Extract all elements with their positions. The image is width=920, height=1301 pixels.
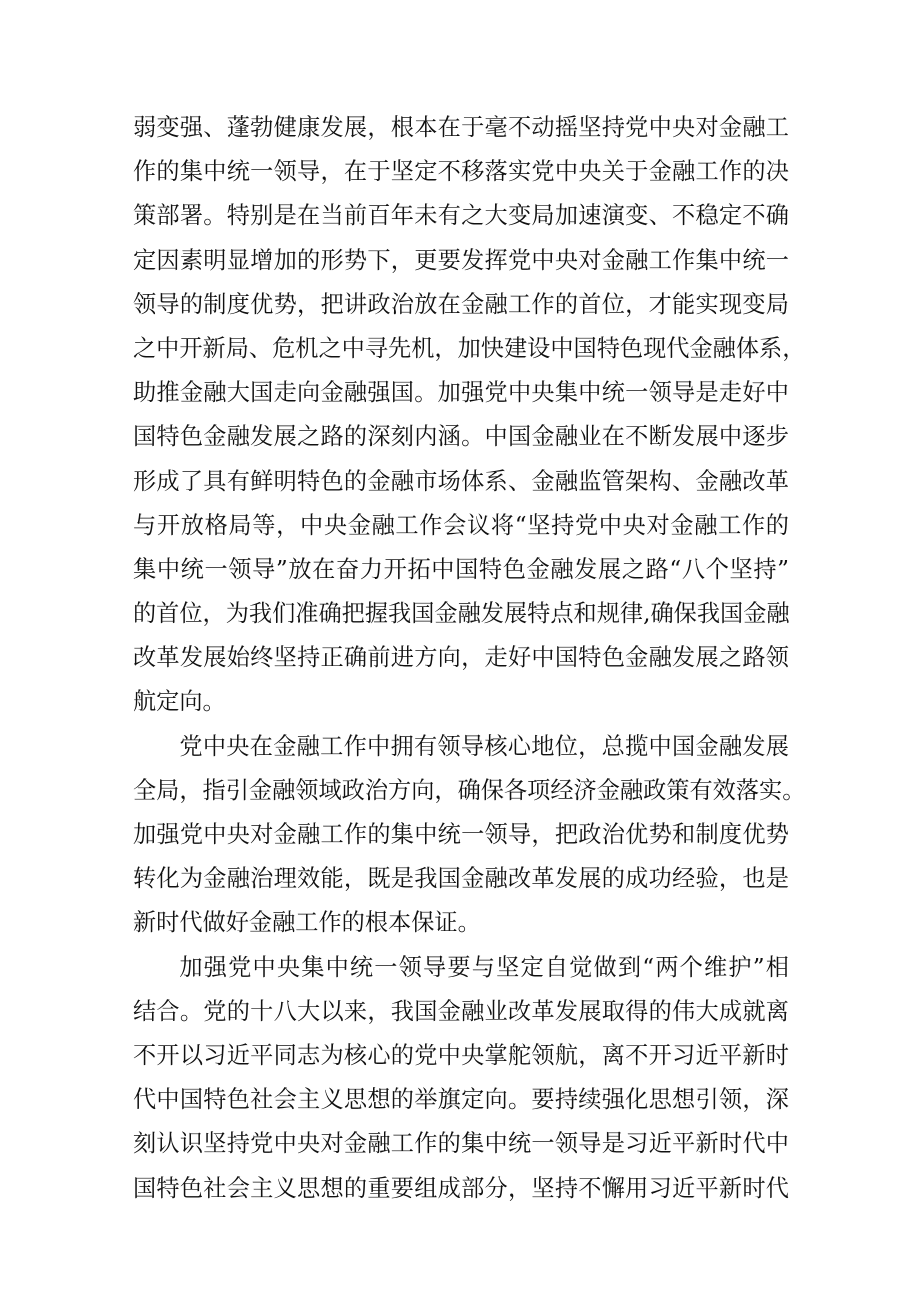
text-line: 弱变强、蓬勃健康发展，根本在于毫不动摇坚持党中央对金融工 [133,114,789,141]
text-line: 新时代做好金融工作的根本保证。 [133,909,481,937]
document-body [133,106,806,1211]
text-line: 国特色社会主义思想的重要组成部分，坚持不懈用习近平新时代 [133,1174,789,1202]
text-line: 的首位，为我们准确把握我国金融发展特点和规律,确保我国金融 [133,600,790,628]
text-line: 形成了具有鲜明特色的金融市场体系、金融监管架构、金融改革 [133,467,789,495]
text-line: 党中央在金融工作中拥有领导核心地位，总揽中国金融发展 [179,732,789,760]
text-line: 之中开新局、危机之中寻先机，加快建设中国特色现代金融体系， [133,334,806,362]
text-line: 航定向。 [133,688,226,716]
text-line: 与开放格局等，中央金融工作会议将“坚持党中央对金融工作的 [133,511,789,539]
text-line: 加强党中央对金融工作的集中统一领导，把政治优势和制度优势 [133,821,789,848]
text-line: 领导的制度优势，把讲政治放在金融工作的首位，才能实现变局 [133,290,789,318]
text-line: 转化为金融治理效能，既是我国金融改革发展的成功经验，也是 [133,865,789,893]
text-line: 结合。党的十八大以来，我国金融业改革发展取得的伟大成就离 [133,997,789,1025]
text-line: 助推金融大国走向金融强国。加强党中央集中统一领导是走好中 [133,379,789,407]
text-line: 定因素明显增加的形势下，更要发挥党中央对金融工作集中统一 [133,246,789,274]
text-line: 改革发展始终坚持正确前进方向，走好中国特色金融发展之路领 [133,644,789,672]
text-line: 不开以习近平同志为核心的党中央掌舵领航，离不开习近平新时 [133,1041,789,1069]
paragraph [133,106,806,725]
text-line: 刻认识坚持党中央对金融工作的集中统一领导是习近平新时代中 [133,1130,789,1158]
text-line: 全局，指引金融领域政治方向，确保各项经济金融政策有效落实。 [133,776,806,804]
paragraph [133,725,806,946]
text-line: 国特色金融发展之路的深刻内涵。中国金融业在不断发展中逐步 [133,423,789,451]
text-line: 集中统一领导”放在奋力开拓中国特色金融发展之路“八个坚持” [133,555,789,583]
text-line: 代中国特色社会主义思想的举旗定向。要持续强化思想引领，深 [133,1086,789,1114]
text-line: 策部署。特别是在当前百年未有之大变局加速演变、不稳定不确 [133,202,789,230]
text-line: 加强党中央集中统一领导要与坚定自觉做到“两个维护”相 [179,953,789,981]
text-line: 作的集中统一领导，在于坚定不移落实党中央关于金融工作的决 [133,158,789,186]
paragraph [133,946,789,1211]
